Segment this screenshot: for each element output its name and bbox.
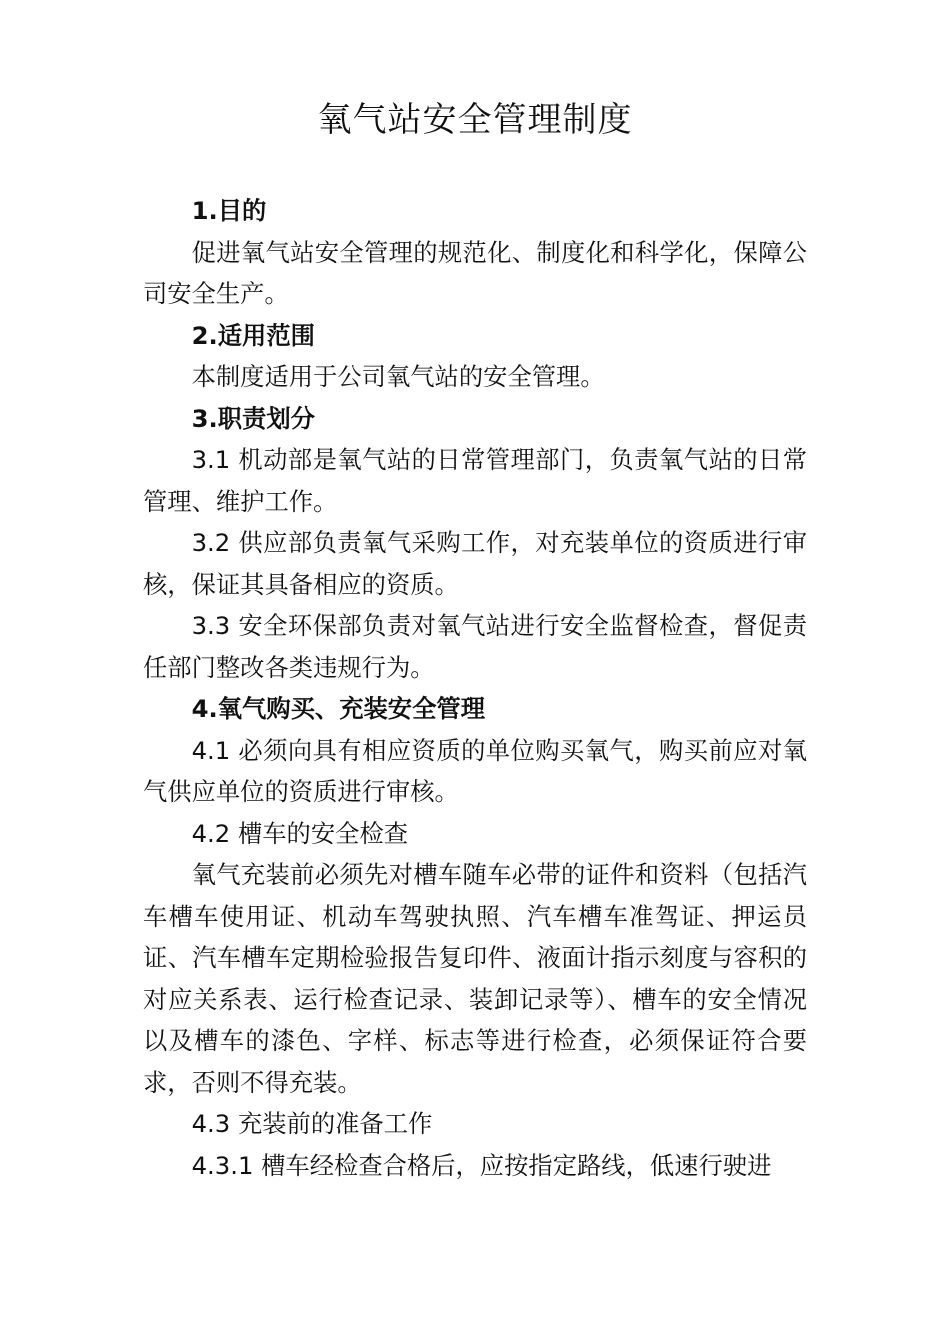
paragraph-scope: 本制度适用于公司氧气站的安全管理。 <box>191 362 605 391</box>
section-heading-responsibilities: 3.职责划分 <box>191 403 315 433</box>
paragraph-4-2-detail: 氧气充装前必须先对槽车随车必带的证件和资料（包括汽车槽车使用证、机动车驾驶执照、汽车槽车准驾证、押运员证、汽车槽车定期检验报告复印件、液面计指示刻度与容积的对应关系表、运行检查记录、装卸记录等）、槽车的安全情况以及槽车的漆色、字样、标志等进行检查，必须保证符合要求，否则不得充装。 <box>143 860 807 1097</box>
section-heading-purchase-filling: 4.氧气购买、充装安全管理 <box>191 694 485 723</box>
paragraph-3-2: 3.2 供应部负责氧气采购工作，对充装单位的资质进行审核，保证其具备相应的资质。 <box>143 528 807 599</box>
document-title: 氧气站安全管理制度 <box>317 100 633 140</box>
paragraph-4-3: 4.3 充装前的准备工作 <box>191 1109 433 1138</box>
paragraph-purpose: 促进氧气站安全管理的规范化、制度化和科学化，保障公司安全生产。 <box>143 237 807 308</box>
paragraph-3-3: 3.3 安全环保部负责对氧气站进行安全监督检查，督促责任部门整改各类违规行为。 <box>143 611 807 682</box>
paragraph-4-1: 4.1 必须向具有相应资质的单位购买氧气，购买前应对氧气供应单位的资质进行审核。 <box>143 735 807 806</box>
paragraph-4-3-1: 4.3.1 槽车经检查合格后，应按指定路线，低速行驶进 <box>191 1150 772 1180</box>
document-body <box>143 190 807 1186</box>
paragraph-3-1: 3.1 机动部是氧气站的日常管理部门，负责氧气站的日常管理、维护工作。 <box>143 445 807 516</box>
paragraph-4-2: 4.2 槽车的安全检查 <box>191 818 409 848</box>
section-heading-purpose: 1.目的 <box>191 196 267 225</box>
section-heading-scope: 2.适用范围 <box>191 320 315 350</box>
